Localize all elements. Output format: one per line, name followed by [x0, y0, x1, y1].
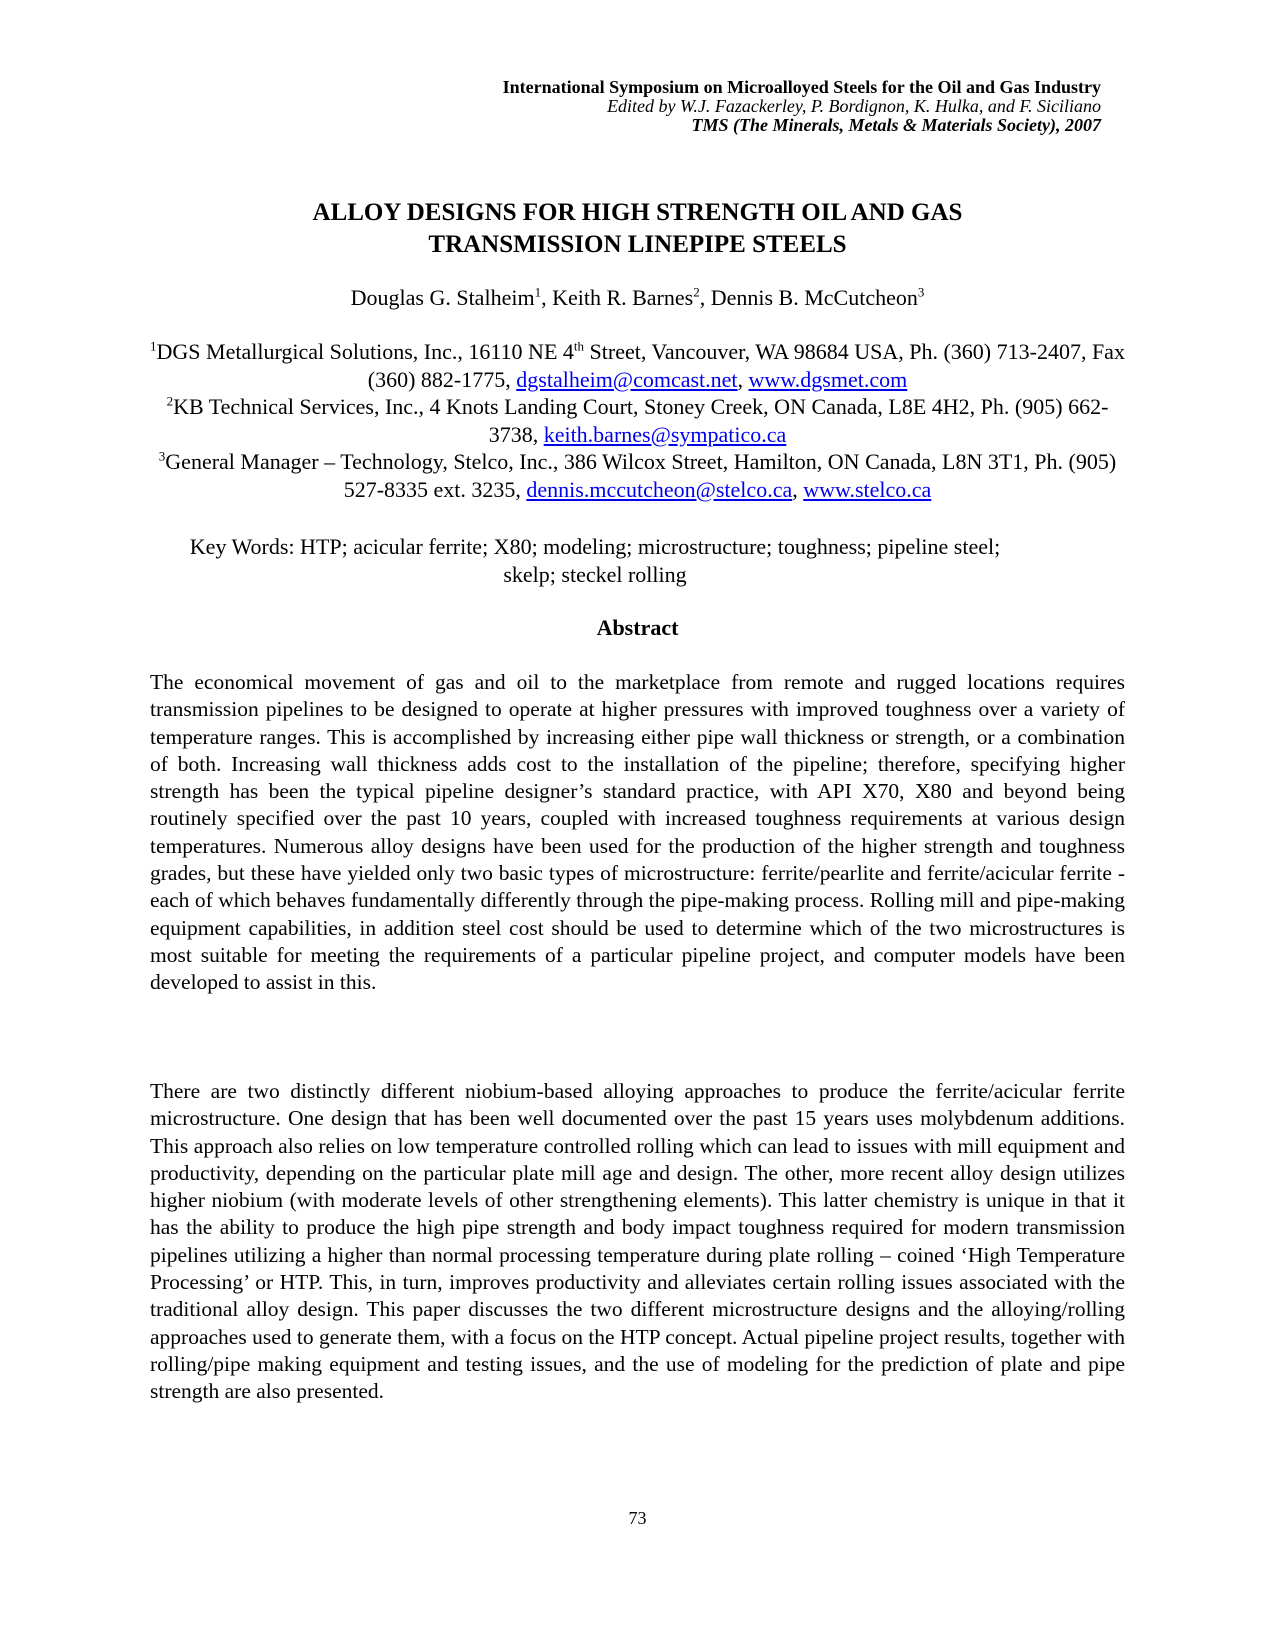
- paper-title-line-1: ALLOY DESIGNS FOR HIGH STRENGTH OIL AND GAS: [312, 199, 963, 226]
- author-affiliation-marker: 1: [534, 284, 542, 300]
- author-name: Dennis B. McCutcheon: [710, 285, 918, 310]
- abstract-paragraph-2: There are two distinctly different niobium-based alloying approaches to produce the ferrite/acicular ferrite microstructure. One design that has been well documented over the past 15 years uses molybdenum additions. This approach also relies on low temperature controlled rolling which can lead to issues with mill equipment and productivity, depending on the particular plate mill age and design. The other, more recent alloy design utilizes higher niobium (with moderate levels of other strengthening elements). This latter chemistry is unique in that it has the ability to produce the high pipe strength and body impact toughness required for modern transmission pipelines utilizing a higher than normal processing temperature during plate rolling – coined ‘High Temperature Processing’ or HTP. This, in turn, improves productivity and alleviates certain rolling issues associated with the traditional alloy design. This paper discusses the two different microstructure designs and the alloying/rolling approaches used to generate them, with a focus on the HTP concept. Actual pipeline project results, together with rolling/pipe making equipment and testing issues, and the use of modeling for the prediction of plate and pipe strength are also presented.: [150, 1079, 1125, 1404]
- ordinal-suffix: th: [573, 338, 585, 354]
- keywords-line: Key Words: HTP; acicular ferrite; X80; modeling; microstructure; toughness; pipeline steel; skelp; steckel rolling: [189, 534, 1001, 587]
- affiliation-text: DGS Metallurgical Solutions, Inc., 16110 NE 4: [156, 339, 574, 364]
- affiliation-text: Street, Vancouver, WA 98684 USA, Ph. (360) 713-2407, Fax (360) 882-1775,: [367, 339, 1125, 392]
- author-affiliation-marker: 2: [693, 284, 700, 300]
- affiliation-text: KB Technical Services, Inc., 4 Knots Landing Court, Stoney Creek, ON Canada, L8E 4H2, Ph. (905) 662-3738,: [173, 394, 1109, 447]
- email-link[interactable]: dgstalheim@comcast.net: [516, 366, 738, 392]
- link-separator: ,: [792, 476, 804, 502]
- paper-title: [150, 197, 1125, 261]
- page-number: 73: [628, 1508, 647, 1528]
- affiliation-text: General Manager – Technology, Stelco, Inc., 386 Wilcox Street, Hamilton, ON Canada, L8N 3T1, Ph. (905) 527-8335 ext. 3235,: [165, 449, 1117, 502]
- affiliation-2: [150, 393, 1125, 448]
- affiliation-list: [150, 338, 1125, 503]
- author-affiliation-marker: 3: [917, 284, 925, 300]
- author-name: Douglas G. Stalheim: [350, 285, 535, 310]
- author-name: Keith R. Barnes: [552, 285, 694, 310]
- affiliation-1: [150, 338, 1125, 393]
- paper-title-line-2: TRANSMISSION LINEPIPE STEELS: [428, 231, 847, 258]
- affiliation-marker: 1: [150, 338, 157, 354]
- email-link[interactable]: keith.barnes@sympatico.ca: [543, 421, 787, 447]
- publisher-line: TMS (The Minerals, Metals & Materials Society), 2007: [691, 115, 1101, 135]
- editors-line: Edited by W.J. Fazackerley, P. Bordignon, K. Hulka, and F. Siciliano: [607, 96, 1101, 116]
- website-link[interactable]: www.dgsmet.com: [748, 366, 908, 392]
- abstract-heading: Abstract: [596, 615, 679, 640]
- email-link[interactable]: dennis.mccutcheon@stelco.ca: [526, 476, 793, 502]
- author-separator: ,: [541, 285, 553, 310]
- link-separator: ,: [737, 366, 749, 392]
- symposium-title: International Symposium on Microalloyed Steels for the Oil and Gas Industry: [502, 77, 1101, 97]
- author-separator: ,: [699, 285, 711, 310]
- affiliation-3: [150, 448, 1125, 503]
- website-link[interactable]: www.stelco.ca: [803, 476, 932, 502]
- running-header: [503, 78, 1101, 135]
- abstract-paragraph-1: The economical movement of gas and oil to the marketplace from remote and rugged locations requires transmission pipelines to be designed to operate at higher pressures with improved toughness over a variety of temperature ranges. This is accomplished by increasing either pipe wall thickness or strength, or a combination of both. Increasing wall thickness adds cost to the installation of the pipeline; therefore, specifying higher strength has been the typical pipeline designer’s standard practice, with API X70, X80 and beyond being routinely specified over the past 10 years, coupled with increased toughness requirements at various design temperatures. Numerous alloy designs have been used for the production of the higher strength and toughness grades, but these have yielded only two basic types of microstructure: ferrite/pearlite and ferrite/acicular ferrite - each of which behaves fundamentally differently through the pipe-making process. Rolling mill and pipe-making equipment capabilities, in addition steel cost should be used to determine which of the two microstructures is most suitable for meeting the requirements of a particular pipeline project, and computer models have been developed to assist in this.: [150, 670, 1125, 995]
- affiliation-marker: 3: [158, 448, 166, 464]
- affiliation-marker: 2: [166, 393, 174, 409]
- author-list: [150, 284, 1125, 312]
